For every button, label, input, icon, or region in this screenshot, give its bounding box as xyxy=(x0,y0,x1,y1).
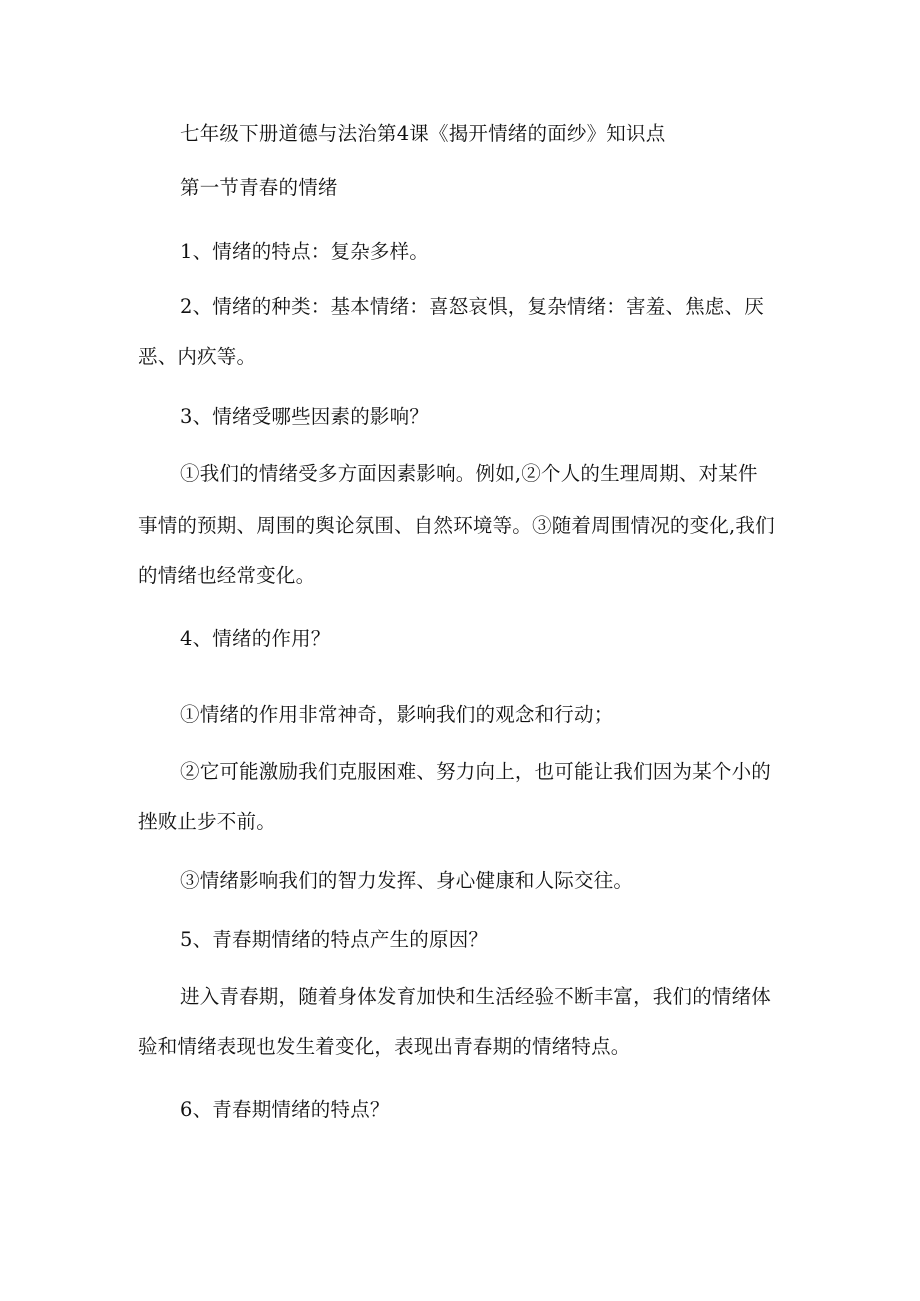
question-6: 6、青春期情绪的特点？ xyxy=(180,1098,390,1121)
answer-3-line-1: ①我们的情绪受多方面因素影响。例如,②个人的生理周期、对某件 xyxy=(180,462,758,485)
document-title: 七年级下册道德与法治第4课《揭开情绪的面纱》知识点 xyxy=(180,122,666,145)
answer-4-item-3: ③情绪影响我们的智力发挥、身心健康和人际交往。 xyxy=(180,869,634,892)
answer-4-item-1: ①情绪的作用非常神奇，影响我们的观念和行动； xyxy=(180,703,614,726)
question-4: 4、情绪的作用？ xyxy=(180,627,331,650)
answer-5-line-1: 进入青春期，随着身体发育加快和生活经验不断丰富，我们的情绪体 xyxy=(180,985,772,1008)
section-heading: 第一节青春的情绪 xyxy=(180,176,338,199)
question-3: 3、情绪受哪些因素的影响？ xyxy=(180,405,430,428)
question-2-line-2: 恶、内疚等。 xyxy=(138,345,257,368)
answer-4-item-2-line-1: ②它可能激励我们克服困难、努力向上，也可能让我们因为某个小的 xyxy=(180,760,772,783)
question-2-line-1: 2、情绪的种类：基本情绪：喜怒哀惧，复杂情绪：害羞、焦虑、厌 xyxy=(180,295,764,318)
answer-5-line-2: 验和情绪表现也发生着变化，表现出青春期的情绪特点。 xyxy=(138,1035,631,1058)
answer-4-item-2-line-2: 挫败止步不前。 xyxy=(138,810,276,833)
question-5: 5、青春期情绪的特点产生的原因？ xyxy=(180,928,489,951)
answer-3-line-3: 的情绪也经常变化。 xyxy=(138,564,316,587)
question-1: 1、情绪的特点：复杂多样。 xyxy=(180,240,430,263)
answer-3-line-2: 事情的预期、周围的舆论氛围、自然环境等。③随着周围情况的变化,我们 xyxy=(138,514,775,537)
